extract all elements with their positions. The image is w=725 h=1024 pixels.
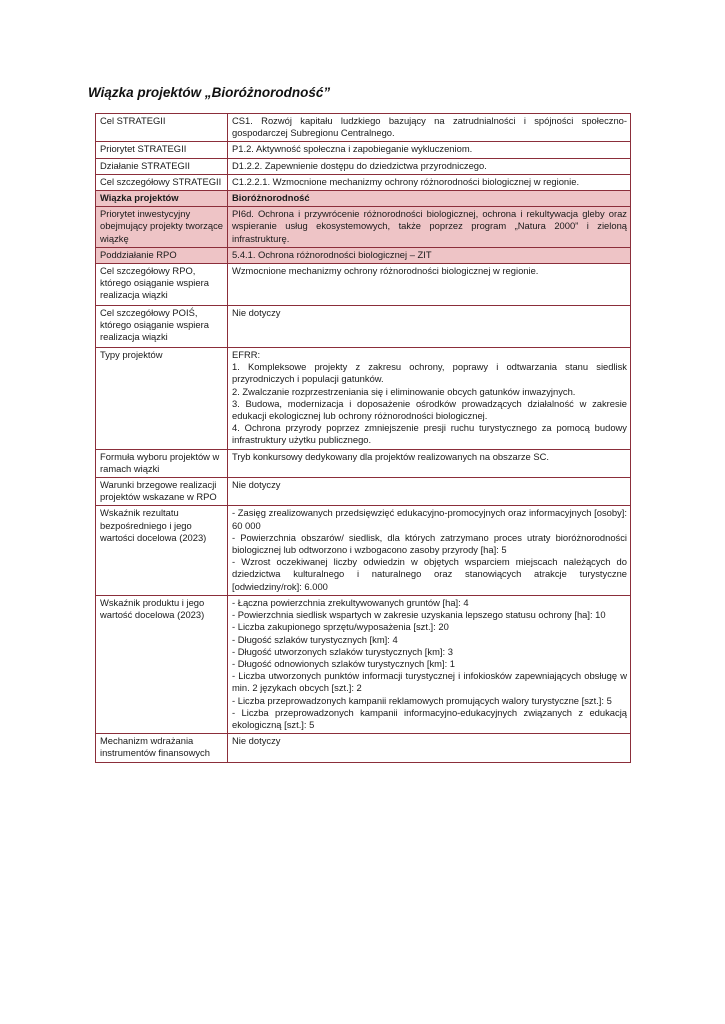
- table-row: [96, 158, 631, 174]
- row-value: 5.4.1. Ochrona różnorodności biologicznej – ZIT: [228, 247, 631, 263]
- row-label: Mechanizm wdrażania instrumentów finansowych: [96, 734, 228, 762]
- strategy-table: [95, 113, 631, 763]
- table-row: [96, 348, 631, 450]
- table-row: [96, 595, 631, 733]
- list-item: 2. Zwalczanie rozprzestrzeniania się i eliminowanie obcych gatunków inwazyjnych.: [232, 385, 576, 397]
- row-value: Tryb konkursowy dedykowany dla projektów realizowanych na obszarze SC.: [228, 449, 631, 477]
- row-value: [228, 348, 631, 450]
- row-value: Nie dotyczy: [228, 734, 631, 762]
- row-value: D1.2.2. Zapewnienie dostępu do dziedzictwa przyrodniczego.: [228, 158, 631, 174]
- list-item: 1. Kompleksowe projekty z zakresu ochrony, poprawy i odtwarzania stanu siedlisk przyrodniczych i populacji gatunków.: [232, 361, 627, 385]
- table-row: [96, 506, 631, 595]
- page-title: Wiązka projektów „Bioróżnorodność”: [88, 85, 331, 100]
- row-value: P1.2. Aktywność społeczna i zapobieganie wykluczeniom.: [228, 142, 631, 158]
- table-row: [96, 306, 631, 348]
- list-item: - Liczba przeprowadzonych kampanii informacyjno-edukacyjnych związanych z edukacją ekologiczną [szt.]: 5: [232, 706, 627, 730]
- table-row: [96, 114, 631, 142]
- row-label: Typy projektów: [96, 348, 228, 450]
- row-label: Cel szczegółowy POIŚ, którego osiąganie wspiera realizacja wiązki: [96, 306, 228, 348]
- list-item: - Łączna powierzchnia zrekultywowanych gruntów [ha]: 4: [232, 596, 469, 608]
- row-label: Formuła wyboru projektów w ramach wiązki: [96, 449, 228, 477]
- table-row: [96, 264, 631, 306]
- row-value: Nie dotyczy: [228, 478, 631, 506]
- list-item: 3. Budowa, modernizacja i doposażenie ośrodków prowadzących działalność w zakresie edukacji ekologicznej lub ochrony różnorodności biologicznej.: [232, 397, 627, 422]
- row-label: Warunki brzegowe realizacji projektów wskazane w RPO: [96, 478, 228, 506]
- list-item: EFRR:: [232, 349, 261, 361]
- table-row: [96, 174, 631, 190]
- row-value: [228, 506, 631, 595]
- list-item: - Zasięg zrealizowanych przedsięwzięć edukacyjno-promocyjnych oraz informacyjnych [osoby]: 60 000: [232, 507, 627, 531]
- row-label: Wskaźnik rezultatu bezpośredniego i jego wartości docelowa (2023): [96, 506, 228, 595]
- row-label: Priorytet inwestycyjny obejmujący projekty tworzące wiązkę: [96, 207, 228, 248]
- row-label: Wskaźnik produktu i jego wartość docelowa (2023): [96, 595, 228, 733]
- row-label: Wiązka projektów: [96, 191, 228, 207]
- row-label: Cel szczegółowy RPO, którego osiąganie wspiera realizacja wiązki: [96, 264, 228, 306]
- row-label: Działanie STRATEGII: [96, 158, 228, 174]
- row-label: Cel STRATEGII: [96, 114, 228, 142]
- list-item: - Powierzchnia obszarów/ siedlisk, dla których zatrzymano proces utraty bioróżnorodności biologicznej lub odtworzono i wzbogacono zasoby przyrody [ha]: 5: [232, 531, 627, 556]
- row-value: Bioróżnorodność: [228, 191, 631, 207]
- row-label: Priorytet STRATEGII: [96, 142, 228, 158]
- table-row-highlight: [96, 247, 631, 263]
- list-item: - Długość szlaków turystycznych [km]: 4: [232, 633, 398, 645]
- table-row-highlight: [96, 191, 631, 207]
- table-row: [96, 478, 631, 506]
- list-item: 4. Ochrona przyrody poprzez zmniejszenie presji ruchu turystycznego za pomocą budowy infrastruktury użytku publicznego.: [232, 422, 627, 446]
- row-value: Nie dotyczy: [228, 306, 631, 348]
- table-row-highlight: [96, 207, 631, 248]
- row-value: CS1. Rozwój kapitału ludzkiego bazujący na zatrudnialności i spójności społeczno-gospodarczej Subregionu Centralnego.: [228, 114, 631, 142]
- list-item: - Liczba utworzonych punktów informacji turystycznej i infokiosków zapewniających obsługę w min. 2 językach obcych [szt.]: 2: [232, 670, 627, 694]
- list-item: - Długość utworzonych szlaków turystycznych [km]: 3: [232, 645, 453, 657]
- row-value: [228, 595, 631, 733]
- row-value: C1.2.2.1. Wzmocnione mechanizmy ochrony różnorodności biologicznej w regionie.: [228, 174, 631, 190]
- table-row: [96, 142, 631, 158]
- row-label: Cel szczegółowy STRATEGII: [96, 174, 228, 190]
- table-row: [96, 449, 631, 477]
- row-value: Wzmocnione mechanizmy ochrony różnorodności biologicznej w regionie.: [228, 264, 631, 306]
- list-item: - Długość odnowionych szlaków turystycznych [km]: 1: [232, 657, 455, 669]
- list-item: - Wzrost oczekiwanej liczby odwiedzin w objętych wsparciem miejscach należących do dziedzictwa kulturalnego i naturalnego oraz stanowiących atrakcje turystyczne [odwiedziny/rok]: 6.000: [232, 556, 627, 592]
- table-row: [96, 734, 631, 762]
- row-value: PI6d. Ochrona i przywrócenie różnorodności biologicznej, ochrona i rekultywacja gleby oraz wspieranie usług ekosystemowych, także poprzez program „Natura 2000” i zieloną infrastrukturę.: [228, 207, 631, 248]
- list-item: - Powierzchnia siedlisk wspartych w zakresie uzyskania lepszego statusu ochrony [ha]: 10: [232, 609, 606, 621]
- row-label: Poddziałanie RPO: [96, 247, 228, 263]
- list-item: - Liczba zakupionego sprzętu/wyposażenia [szt.]: 20: [232, 621, 449, 633]
- list-item: - Liczba przeprowadzonych kampanii reklamowych promujących walory turystyczne [szt.]: 5: [232, 694, 612, 706]
